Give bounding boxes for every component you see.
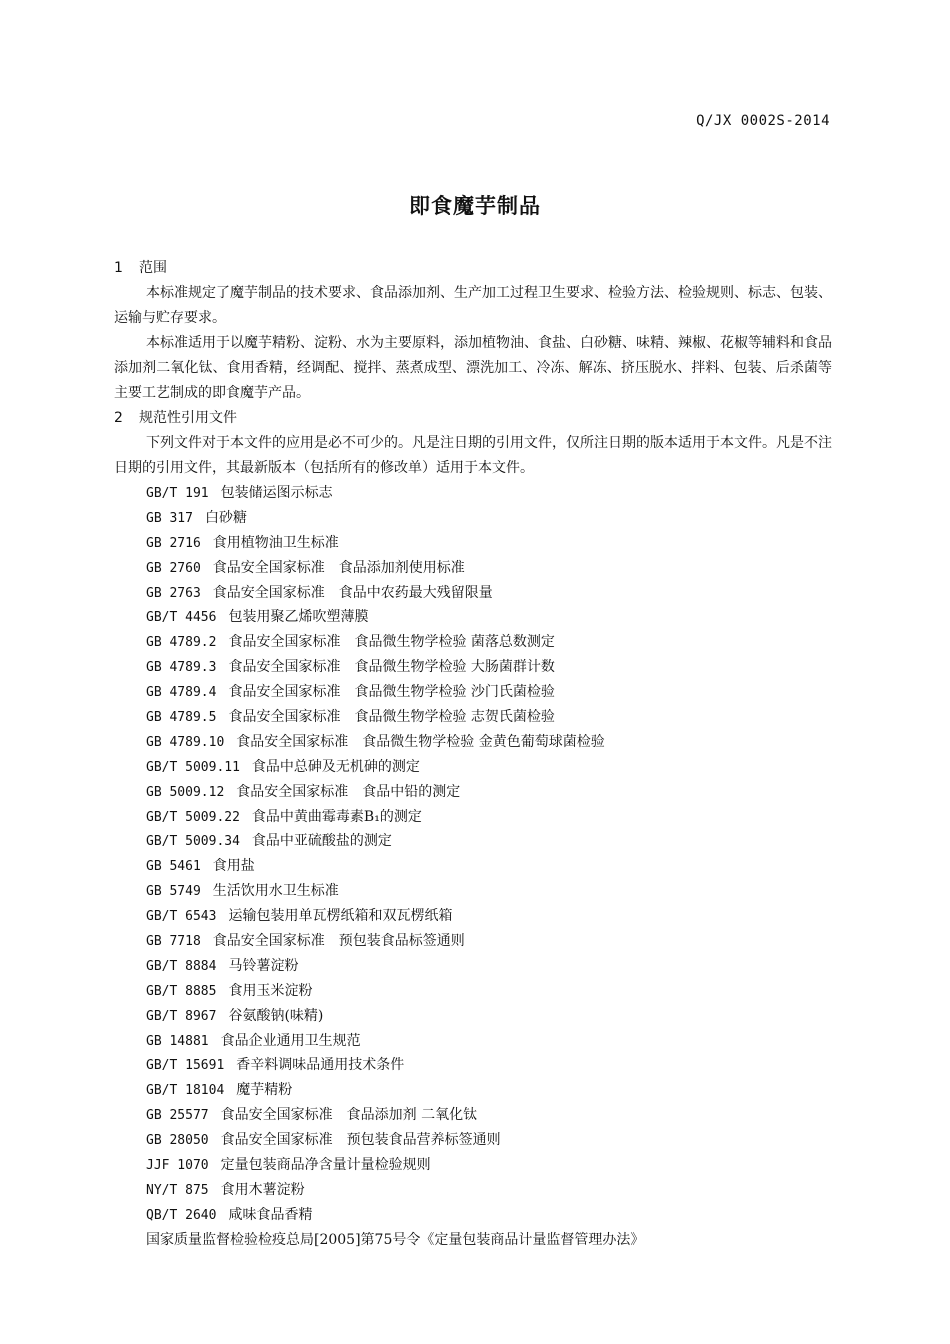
- reference-item: [114, 705, 832, 730]
- reference-name: 食品安全国家标准 食品微生物学检验 沙门氏菌检验: [228, 684, 555, 701]
- reference-code: GB/T 18104: [146, 1083, 225, 1099]
- reference-item: [114, 1103, 832, 1128]
- reference-code: GB/T 8884: [146, 958, 217, 974]
- reference-list: [114, 481, 832, 1253]
- reference-name: 咸味食品香精: [228, 1206, 313, 1223]
- reference-code: GB/T 5009.34: [146, 834, 240, 850]
- reference-item: [114, 1178, 832, 1203]
- reference-item: [114, 605, 832, 630]
- reference-item: [114, 1128, 832, 1153]
- reference-code: GB/T 5009.22: [146, 809, 240, 825]
- reference-item: [114, 755, 832, 780]
- reference-name: 香辛料调味品通用技术条件: [236, 1057, 405, 1074]
- reference-name: 包装用聚乙烯吹塑薄膜: [228, 609, 369, 626]
- reference-item: [114, 556, 832, 581]
- reference-item: [114, 581, 832, 606]
- section-number: 2: [114, 410, 123, 426]
- reference-name: 食品安全国家标准 预包装食品营养标签通则: [220, 1132, 501, 1149]
- reference-name: 食品安全国家标准 预包装食品标签通则: [212, 933, 465, 950]
- reference-name: 谷氨酸钠(味精): [228, 1007, 324, 1024]
- reference-name: 食品中亚硫酸盐的测定: [251, 833, 392, 850]
- reference-item: [114, 680, 832, 705]
- reference-code: GB 2763: [146, 585, 201, 601]
- reference-code: JJF 1070: [146, 1158, 209, 1174]
- reference-code: GB 14881: [146, 1033, 209, 1049]
- reference-code: GB 5749: [146, 884, 201, 900]
- reference-name: 食品安全国家标准 食品微生物学检验 菌落总数测定: [228, 634, 555, 651]
- reference-item: [114, 1029, 832, 1054]
- reference-code: GB 4789.3: [146, 660, 217, 676]
- reference-code: GB 4789.10: [146, 734, 225, 750]
- reference-code: GB 5461: [146, 859, 201, 875]
- reference-name: 马铃薯淀粉: [228, 957, 299, 974]
- reference-item: [114, 954, 832, 979]
- reference-code: GB 4789.5: [146, 710, 217, 726]
- reference-name: 食品中总砷及无机砷的测定: [251, 758, 420, 775]
- document-title: 即食魔芋制品: [409, 194, 541, 218]
- scope-paragraph-1: 本标准规定了魔芋制品的技术要求、食品添加剂、生产加工过程卫生要求、检验方法、检验规则、标志、包装、运输与贮存要求。: [114, 285, 832, 326]
- reference-code: GB 28050: [146, 1133, 209, 1149]
- reference-name: 国家质量监督检验检疫总局[2005]第75号令《定量包装商品计量监督管理办法》: [146, 1231, 645, 1248]
- reference-item: [114, 1004, 832, 1029]
- reference-name: 生活饮用水卫生标准: [212, 883, 339, 900]
- document-body: [114, 256, 832, 1253]
- section-title: 规范性引用文件: [139, 410, 237, 426]
- reference-name: 食用玉米淀粉: [228, 982, 313, 999]
- reference-code: GB/T 4456: [146, 610, 217, 626]
- reference-code: GB 2760: [146, 560, 201, 576]
- reference-item: [114, 904, 832, 929]
- reference-name: 食用植物油卫生标准: [212, 534, 339, 551]
- reference-code: GB 2716: [146, 535, 201, 551]
- reference-name: 食品安全国家标准 食品中铅的测定: [236, 783, 461, 800]
- standard-code: Q/JX 0002S-2014: [696, 113, 830, 129]
- reference-item: [114, 655, 832, 680]
- reference-name: 魔芋精粉: [236, 1082, 293, 1099]
- section-title: 范围: [139, 260, 167, 276]
- section-heading-scope: [114, 256, 832, 281]
- references-intro-paragraph: 下列文件对于本文件的应用是必不可少的。凡是注日期的引用文件，仅所注日期的版本适用于本文件。凡是不注日期的引用文件，其最新版本（包括所有的修改单）适用于本文件。: [114, 435, 832, 476]
- reference-name: 食品安全国家标准 食品中农药最大残留限量: [212, 584, 493, 601]
- reference-code: GB/T 6543: [146, 909, 217, 925]
- reference-item: [114, 780, 832, 805]
- reference-code: GB 4789.4: [146, 685, 217, 701]
- reference-item: [114, 879, 832, 904]
- reference-code: GB/T 8967: [146, 1008, 217, 1024]
- reference-item: [114, 829, 832, 854]
- reference-code: GB 5009.12: [146, 784, 225, 800]
- reference-name: 食品中黄曲霉毒素B₁的测定: [251, 808, 422, 825]
- reference-item: [114, 1153, 832, 1178]
- reference-name: 食品安全国家标准 食品添加剂 二氧化钛: [220, 1107, 478, 1124]
- reference-item: [114, 929, 832, 954]
- reference-item: [114, 1053, 832, 1078]
- reference-name: 食用盐: [212, 858, 255, 875]
- reference-code: QB/T 2640: [146, 1207, 217, 1223]
- reference-item: [114, 1228, 832, 1253]
- reference-item: [114, 979, 832, 1004]
- reference-name: 白砂糖: [204, 509, 247, 526]
- reference-name: 食品安全国家标准 食品微生物学检验 大肠菌群计数: [228, 659, 555, 676]
- reference-code: GB/T 5009.11: [146, 759, 240, 775]
- reference-item: [114, 1203, 832, 1228]
- reference-item: [114, 730, 832, 755]
- reference-item: [114, 1078, 832, 1103]
- reference-name: 定量包装商品净含量计量检验规则: [220, 1157, 431, 1174]
- reference-code: NY/T 875: [146, 1182, 209, 1198]
- reference-code: GB 25577: [146, 1108, 209, 1124]
- reference-name: 食品安全国家标准 食品微生物学检验 金黄色葡萄球菌检验: [236, 733, 605, 750]
- reference-code: GB/T 191: [146, 486, 209, 501]
- reference-code: GB 4789.2: [146, 635, 217, 651]
- reference-code: GB 317: [146, 510, 193, 526]
- reference-item: [114, 481, 832, 506]
- reference-item: [114, 506, 832, 531]
- reference-item: [114, 854, 832, 879]
- reference-item: [114, 630, 832, 655]
- reference-name: 食用木薯淀粉: [220, 1181, 305, 1198]
- reference-name: 包装储运图示标志: [220, 485, 333, 501]
- section-heading-normative-references: [114, 406, 832, 431]
- reference-name: 运输包装用单瓦楞纸箱和双瓦楞纸箱: [228, 908, 453, 925]
- reference-item: [114, 531, 832, 556]
- reference-name: 食品企业通用卫生规范: [220, 1032, 361, 1049]
- reference-name: 食品安全国家标准 食品添加剂使用标准: [212, 559, 465, 576]
- reference-name: 食品安全国家标准 食品微生物学检验 志贺氏菌检验: [228, 709, 555, 726]
- reference-code: GB/T 8885: [146, 983, 217, 999]
- section-number: 1: [114, 260, 123, 276]
- reference-code: GB 7718: [146, 934, 201, 950]
- reference-code: GB/T 15691: [146, 1058, 225, 1074]
- reference-item: [114, 805, 832, 830]
- scope-paragraph-2: 本标准适用于以魔芋精粉、淀粉、水为主要原料，添加植物油、食盐、白砂糖、味精、辣椒、花椒等辅料和食品添加剂二氧化钛、食用香精，经调配、搅拌、蒸煮成型、漂洗加工、冷冻、解冻、挤压脱水、拌料、包装、后杀菌等主要工艺制成的即食魔芋产品。: [114, 335, 832, 401]
